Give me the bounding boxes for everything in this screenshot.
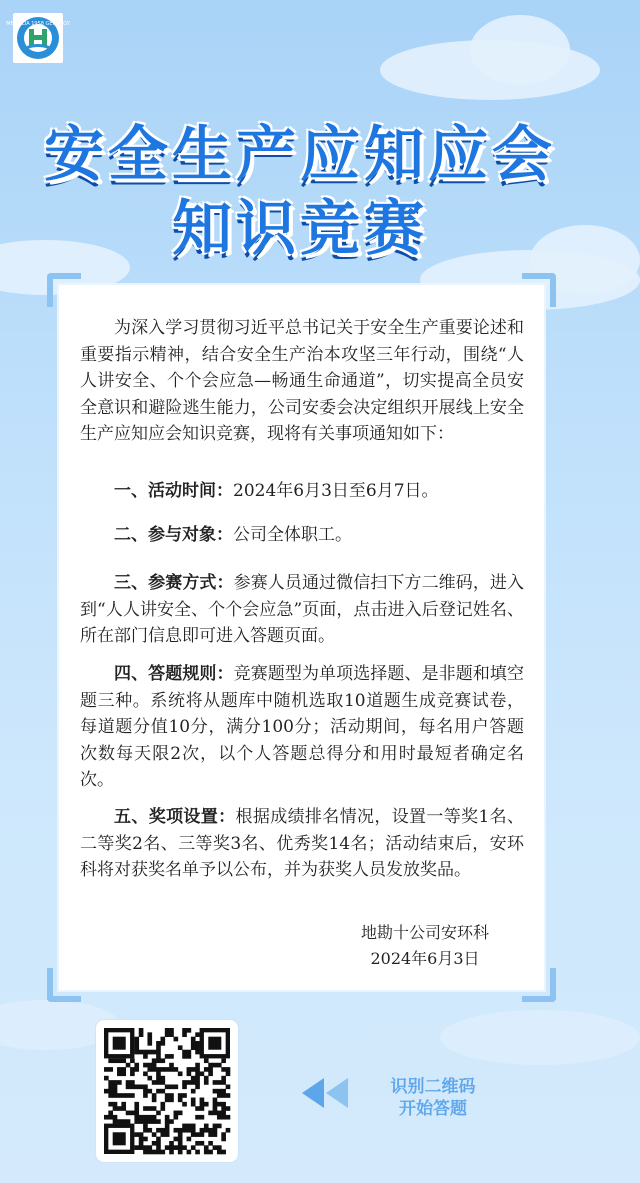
signature: 地勘十公司安环科 (360, 923, 489, 942)
item-text: 根据成绩排名情况，设置一等奖1名、二等奖2名、三等奖3名、优秀奖14名；活动结束后，安环科将对获奖名单予以公布，并为获奖人员发放奖品。 (80, 807, 525, 880)
notice-item-rules (80, 661, 524, 794)
qr-code-icon (104, 1028, 230, 1154)
cloud (470, 15, 570, 85)
item-text: 公司全体职工。 (233, 525, 352, 545)
page-title-line2: 知识竞赛 (172, 194, 428, 264)
frame-corner (47, 968, 81, 1002)
item-text: 竞赛题型为单项选择题、是非题和填空题三种。系统将从题库中随机选取10道题生成竞赛试卷，每道题分值10分，满分100分；活动期间，每名用户答题次数每天限2次，以个人答题总得分和用时最短者确定名次。 (80, 664, 524, 790)
cta-line1: 识别二维码 (390, 1077, 476, 1097)
double-left-arrow-icon (302, 1076, 362, 1110)
signature-date: 2024年6月3日 (370, 949, 480, 968)
item-text: 参赛人员通过微信扫下方二维码，进入到“人人讲安全、个个会应急”页面，点击进入后登记姓名、所在部门信息即可进入答题页面。 (80, 573, 524, 646)
cta-line2: 开始答题 (399, 1099, 467, 1119)
notice-item-participants (80, 522, 524, 549)
frame-corner (47, 273, 81, 307)
qr-code[interactable] (96, 1020, 238, 1162)
logo-arc-text: MEMOLIA 1958 GEOLOGY (6, 21, 70, 27)
company-logo-icon (6, 15, 70, 61)
frame-corner (522, 273, 556, 307)
item-text: 2024年6月3日至6月7日。 (233, 481, 439, 501)
notice-item-method (80, 570, 524, 650)
item-label: 五、奖项设置： (114, 807, 236, 827)
page-title-line1: 安全生产应知应会 (44, 120, 556, 190)
notice-item-awards (80, 804, 524, 884)
item-label: 二、参与对象： (114, 525, 233, 545)
notice-item-time (80, 478, 524, 505)
cloud (440, 1010, 640, 1065)
item-label: 四、答题规则： (114, 664, 234, 684)
item-label: 三、参赛方式： (114, 573, 234, 593)
notice-intro: 为深入学习贯彻习近平总书记关于安全生产重要论述和重要指示精神，结合安全生产治本攻坚三年行动，围绕“人人讲安全、个个会应急—畅通生命通道”，切实提高全员安全意识和避险逃生能力，公司安委会决定组织开展线上安全生产应知应会知识竞赛，现将有关事项通知如下： (80, 318, 524, 444)
item-label: 一、活动时间： (114, 481, 233, 501)
frame-corner (522, 968, 556, 1002)
company-logo (6, 13, 70, 63)
